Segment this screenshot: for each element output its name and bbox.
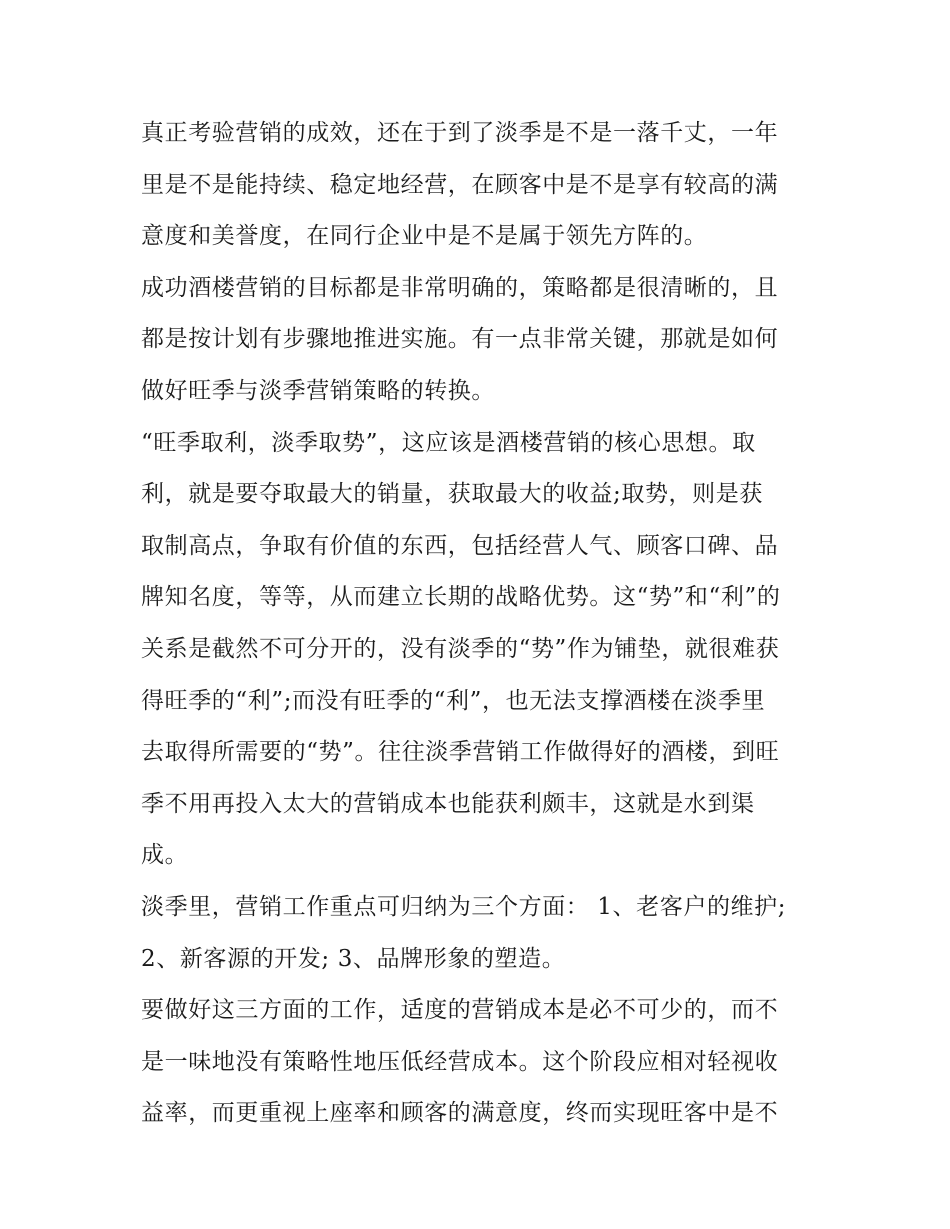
text-line: 牌知名度，等等，从而建立长期的战略优势。这“势”和“利”的 (141, 584, 781, 611)
text-line: 去取得所需要的“势”。往往淡季营销工作做得好的酒楼，到旺 (141, 739, 780, 766)
text-line: 季不用再投入太大的营销成本也能获利颇丰，这就是水到渠 (141, 790, 755, 817)
text-line: 关系是截然不可分开的，没有淡季的“势”作为铺垫，就很难获 (141, 635, 780, 662)
text-line: 淡季里，营销工作重点可归纳为三个方面： 1、老客户的维护; (141, 893, 787, 920)
text-line: 利，就是要夺取最大的销量，获取最大的收益;取势，则是获 (141, 481, 763, 508)
text-line: 都是按计划有步骤地推进实施。有一点非常关键，那就是如何 (141, 326, 779, 353)
paragraph-4 (141, 882, 813, 985)
paragraph-5 (141, 985, 813, 1140)
text-line: 真正考验营销的成效，还在于到了淡季是不是一落千丈，一年 (141, 120, 779, 146)
text-line: 2、新客源的开发; 3、品牌形象的塑造。 (141, 945, 566, 972)
paragraph-2 (141, 263, 813, 418)
text-line: 是一味地没有策略性地压低经营成本。这个阶段应相对轻视收 (141, 1048, 779, 1075)
text-line: 成功酒楼营销的目标都是非常明确的，策略都是很清晰的，且 (141, 274, 779, 301)
text-line: 益率，而更重视上座率和顾客的满意度，终而实现旺客中是不 (141, 1100, 779, 1127)
body-text (141, 108, 813, 1140)
text-line: 意度和美誉度，在同行企业中是不是属于领先方阵的。 (141, 223, 708, 250)
text-line: 里是不是能持续、稳定地经营，在顾客中是不是享有较高的满 (141, 171, 779, 198)
text-line: 要做好这三方面的工作，适度的营销成本是必不可少的，而不 (141, 997, 779, 1024)
text-line: “旺季取利，淡季取势”，这应该是酒楼营销的核心思想。取 (141, 429, 756, 456)
paragraph-3 (141, 418, 813, 882)
text-line: 做好旺季与淡季营销策略的转换。 (141, 377, 495, 404)
paragraph-1 (141, 108, 813, 263)
text-line: 成。 (141, 842, 189, 869)
text-line: 取制高点，争取有价值的东西，包括经营人气、顾客口碑、品 (141, 532, 779, 559)
text-line: 得旺季的“利”;而没有旺季的“利”，也无法支撑酒楼在淡季里 (141, 687, 766, 714)
